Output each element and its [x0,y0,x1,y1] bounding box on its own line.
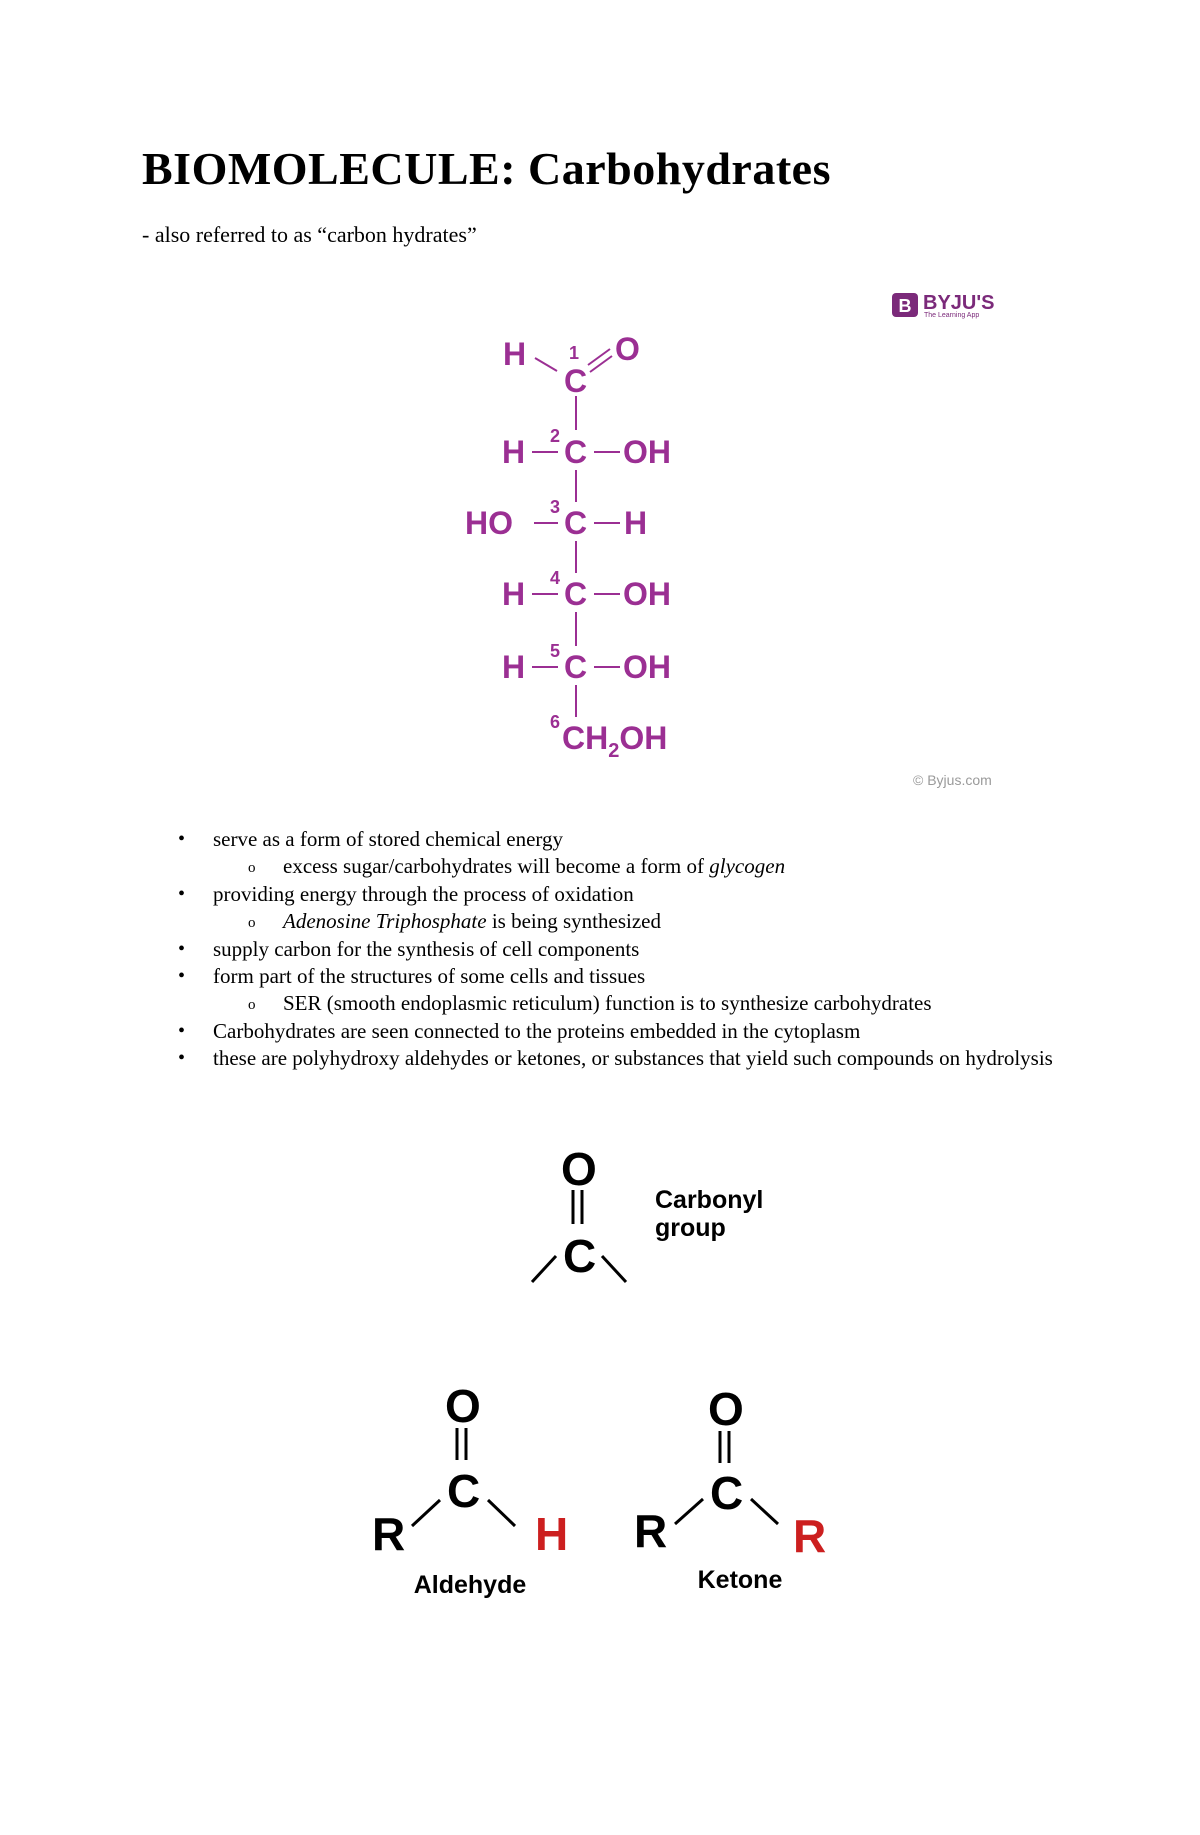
list-item [142,881,1082,908]
atom-c1: C [564,363,588,399]
byjus-logo-letter: B [898,296,912,316]
atom-ch2oh [562,720,667,762]
bullet-marker: • [178,1047,186,1070]
list-item-text: excess sugar/carbohydrates will become a form of [283,854,710,879]
bond-c-h [488,1500,515,1526]
atom-o: O [445,1380,481,1432]
atom-h3: H [624,505,648,541]
atom-oh2: OH [623,434,671,470]
bullet-marker: • [178,965,186,988]
atom-c: C [447,1465,481,1517]
atom-c5: C [564,649,588,685]
bullet-marker: • [178,882,186,905]
carbonyl-label-line2: group [655,1214,726,1242]
aldehyde-label: Aldehyde [413,1571,527,1599]
list-item [142,826,1082,853]
carbon-number-1: 1 [569,343,580,363]
carbon-number-6: 6 [550,712,561,732]
list-item-text: serve as a form of stored chemical energy [213,827,564,851]
list-item-text: form part of the structures of some cells and tissues [213,964,646,989]
atom-h1: H [503,336,527,372]
atom-r: R [372,1508,406,1560]
atom-c: C [710,1467,744,1519]
aldehyde-figure [360,1370,600,1610]
list-item-text: providing energy through the process of oxidation [213,881,634,906]
carbon-number-2: 2 [550,426,561,446]
atom-c3: C [564,505,588,541]
byjus-logo-text: BYJU'S [923,292,995,314]
sub-list-item [142,853,1082,880]
carbon-number-3: 3 [550,497,561,517]
atom-oh5: OH [623,649,671,685]
atom-ho3: HO [465,505,513,541]
bullet-marker: • [178,828,186,850]
ketone-figure [620,1370,860,1610]
list-item-text: is being synthesized [486,909,661,934]
atom-h-highlight: H [535,1508,569,1560]
carbonyl-label-line1: Carbonyl [655,1186,764,1214]
list-item [142,1045,1082,1072]
subtitle: - also referred to as “carbon hydrates” [142,222,477,247]
carbon-number-4: 4 [550,568,561,588]
atom-o1: O [615,331,640,367]
page-title: BIOMOLECULE: Carbohydrates [142,143,831,194]
atom-c4: C [564,576,588,612]
atom-ch2oh-ch: CH [562,720,609,756]
italic-term-glycogen: glycogen [709,854,786,879]
atom-c2: C [564,434,588,470]
sub-bullet-marker: o [248,915,256,932]
list-item [142,963,1082,990]
atom-oh4: OH [623,576,671,612]
list-item [142,936,1082,963]
atom-ch2oh-subscript: 2 [608,740,620,762]
sub-list-item [142,990,1082,1017]
ketone-label: Ketone [697,1566,783,1594]
italic-term-atp: Adenosine Triphosphate [283,909,487,934]
bond-right [602,1256,626,1282]
byjus-logo [892,292,994,319]
atom-c: C [563,1230,597,1282]
glucose-structure-figure [440,280,1020,800]
list-item-text: Carbohydrates are seen connected to the proteins embedded in the cytoplasm [213,1018,861,1043]
image-credit: © Byjus.com [913,772,992,788]
property-list [142,826,1082,1073]
atom-h4: H [502,576,526,612]
atom-h5: H [502,649,526,685]
bond-h1-c1 [535,358,557,371]
atom-r-left: R [634,1505,668,1557]
bond-r-c [675,1499,703,1524]
atom-o: O [561,1143,597,1195]
atom-ch2oh-oh: OH [619,720,668,756]
list-item-text: SER (smooth endoplasmic reticulum) function is to synthesize carbohydrates [283,991,932,1016]
bond-c-r [751,1499,778,1524]
list-item-text: these are polyhydroxy aldehydes or ketones, or substances that yield such compounds on hydrolysis [213,1046,1053,1071]
carbon-number-5: 5 [550,641,561,661]
sub-list-item [142,908,1082,935]
atom-h2: H [502,434,526,470]
bond-r-c [412,1500,440,1526]
atom-o: O [708,1383,744,1435]
list-item-text: supply carbon for the synthesis of cell components [213,936,640,961]
bond-c1-o1-b [590,356,612,372]
atom-r-right-highlight: R [793,1510,827,1562]
byjus-logo-tagline: The Learning App [924,312,980,319]
list-item [142,1018,1082,1045]
bond-left [532,1256,556,1282]
bullet-marker: • [178,1019,186,1042]
carbonyl-group-figure [520,1130,800,1310]
sub-bullet-marker: o [248,860,256,877]
bullet-marker: • [178,937,186,960]
bond-c1-o1-a [588,349,610,365]
sub-bullet-marker: o [248,997,256,1014]
